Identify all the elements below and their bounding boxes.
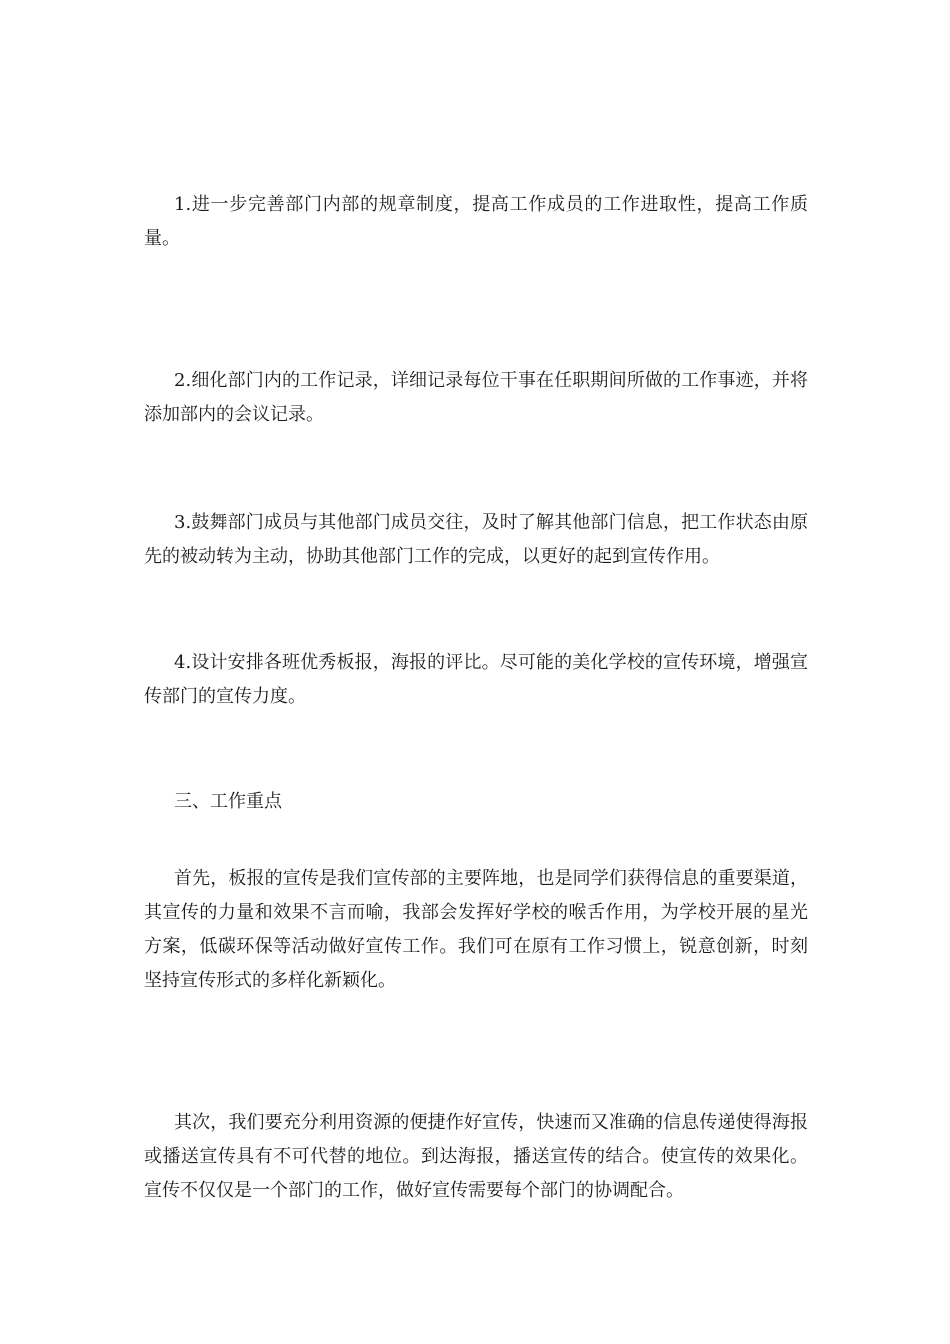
section-heading-work-focus: 三、工作重点 — [174, 791, 282, 812]
paragraph-second: 其次，我们要充分利用资源的便捷作好宣传，快速而又准确的信息传递使得海报或播送宣传具有不可代替的地位。到达海报，播送宣传的结合。使宣传的效果化。宣传不仅仅是一个部门的工作，做好宣传需要每个部门的协调配合。 — [144, 1112, 808, 1201]
paragraph-first: 首先，板报的宣传是我们宣传部的主要阵地，也是同学们获得信息的重要渠道，其宣传的力量和效果不言而喻，我部会发挥好学校的喉舌作用，为学校开展的星光方案，低碳环保等活动做好宣传工作。我们可在原有工作习惯上，锐意创新，时刻坚持宣传形式的多样化新颖化。 — [144, 868, 808, 991]
paragraph-item-4: 4.设计安排各班优秀板报，海报的评比。尽可能的美化学校的宣传环境，增强宣传部门的宣传力度。 — [144, 652, 808, 707]
paragraph-item-3: 3.鼓舞部门成员与其他部门成员交往，及时了解其他部门信息，把工作状态由原先的被动转为主动，协助其他部门工作的完成，以更好的起到宣传作用。 — [144, 512, 808, 567]
paragraph-item-1: 1.进一步完善部门内部的规章制度，提高工作成员的工作进取性，提高工作质量。 — [144, 194, 808, 249]
paragraph-item-2: 2.细化部门内的工作记录，详细记录每位干事在任职期间所做的工作事迹，并将添加部内的会议记录。 — [144, 370, 808, 425]
